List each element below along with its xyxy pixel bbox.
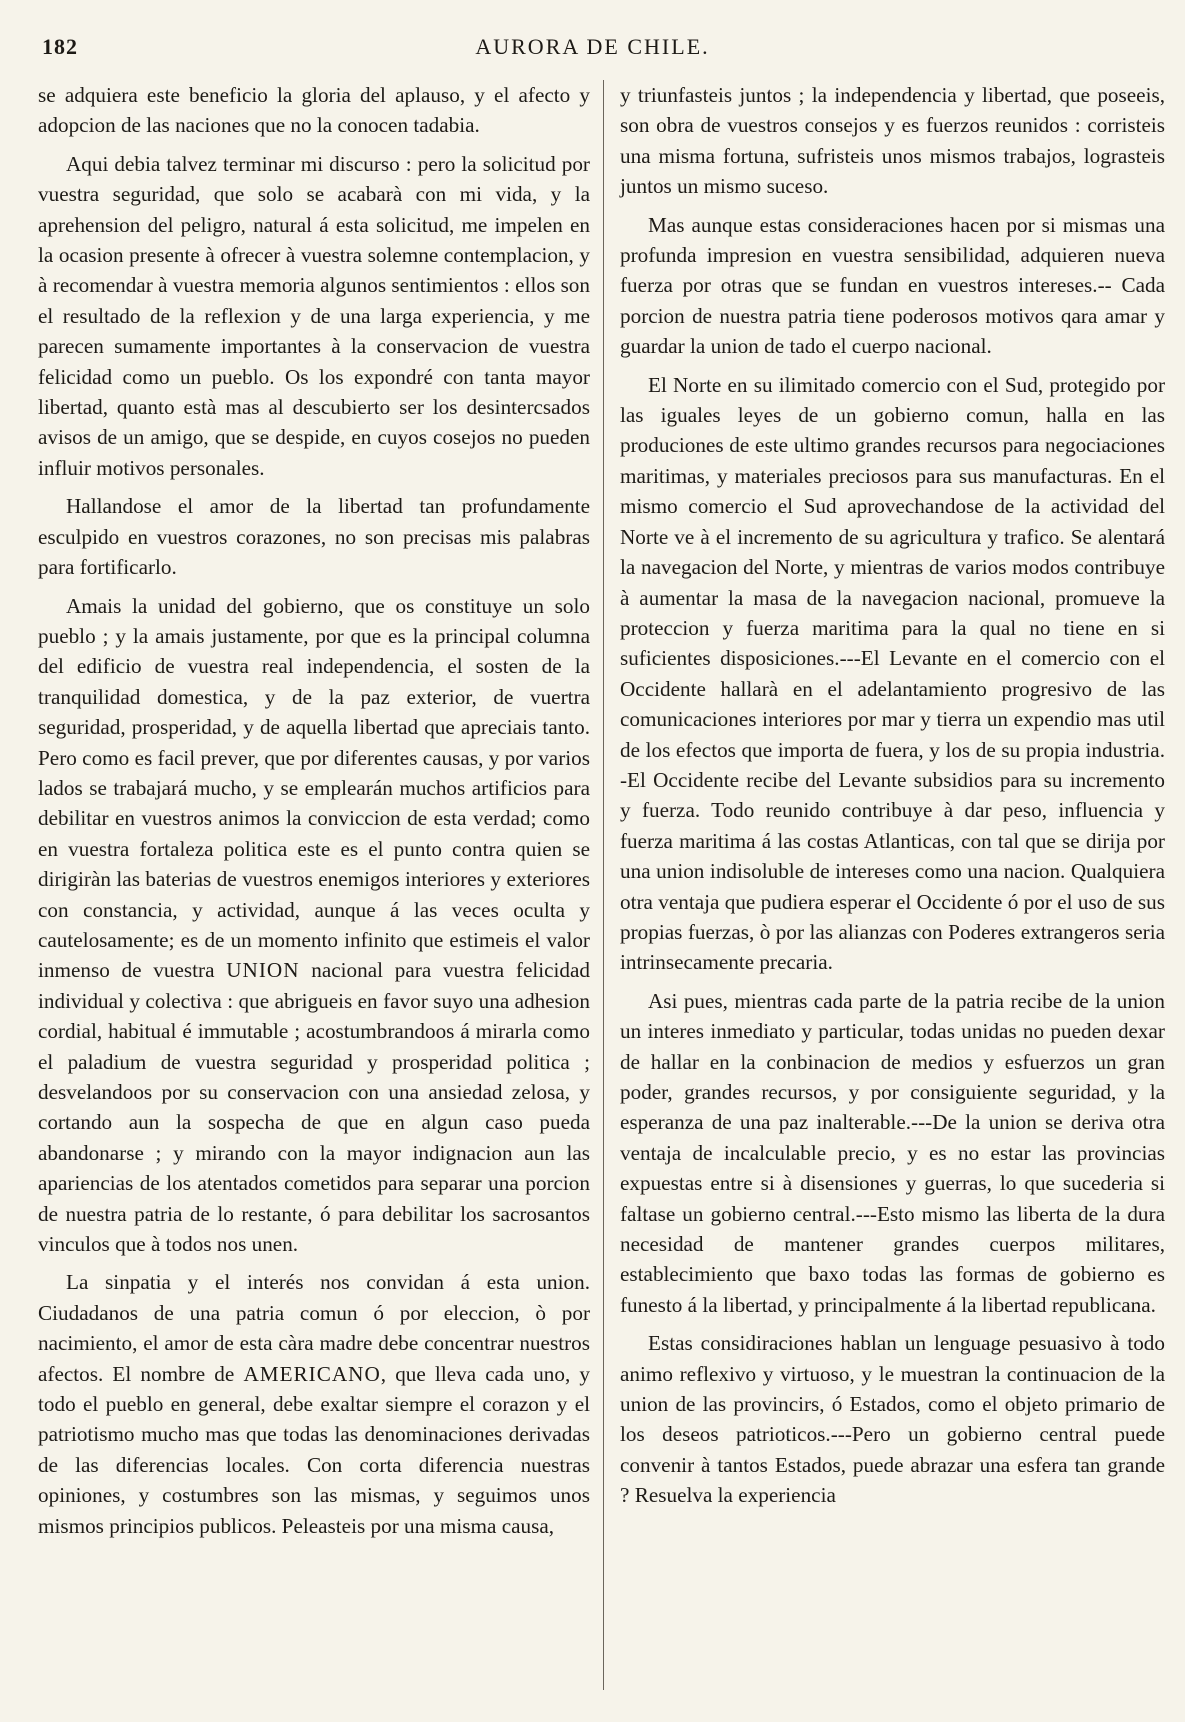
running-head	[38, 34, 1147, 62]
left-column	[38, 80, 590, 1549]
americano-word: AMERICANO	[243, 1361, 381, 1386]
paragraph: Hallandose el amor de la libertad tan profundamente esculpido en vuestros corazones, no son precisas mis palabras para fortificarlo.	[38, 494, 590, 580]
paragraph: Aqui debia talvez terminar mi discurso : pero la solicitud por vuestra seguridad, que solo se acabarà con mi vida, y la aprehension del peligro, natural á esta solicitud, me impelen en la ocasion presente à ofrecer à vuestra solemne contemplacion, y à recomendar à vuestra memoria algunos sentimientos : ellos son el resultado de la reflexion y de una larga experiencia, y me parecen sumamente importantes à la conservacion de vuestra felicidad como un pueblo. Os los expondré con tanta mayor libertad, quanto està mas al descubierto ser los desintercsados avisos de un amigo, que se despide, en cuyos cosejos no pueden influir motivos personales.	[38, 151, 590, 480]
page-number: 182	[42, 34, 78, 59]
paragraph: El Norte en su ilimitado comercio con el Sud, protegido por las iguales leyes de un gobierno comun, halla en las produciones de este ultimo grandes recursos para negociaciones maritimas, y materiales preciosos para sus manufacturas. En el mismo comercio el Sud aprovechandose de la actividad del Norte ve à el incremento de su agricultura y trafico. Se alentará la navegacion del Norte, y mientras de varios modos contribuye à aumentar la masa de la navegacion nacional, promueve la proteccion y fuerza maritima para la qual no tiene en si suficientes disposiciones.---El Levante en el comercio con el Occidente hallarà en el adelantamiento progresivo de las comunicaciones interiores por mar y tierra un expendio mas util de los efectos que importa de fuera, y los de su propia industria. -El Occidente recibe del Levante subsidios para su incremento y fuerza. Todo reunido contribuye à dar peso, influencia y fuerza maritima á las costas Atlanticas, con tal que se dirija por una union indisoluble de intereses como una nacion. Qualquiera otra ventaja que pudiera esperar el Occidente ó por el uso de sus propias fuerzas, ò por las alianzas con Poderes extrangeros seria intrinsecamente precaria.	[620, 372, 1165, 975]
paragraph: Asi pues, mientras cada parte de la patria recibe de la union un interes inmediato y particular, todas unidas no pueden dexar de hallar en la conbinacion de medios y esfuerzos un gran poder, grandes recursos, y por consiguiente seguridad, y la esperanza de una paz inalterable.---De la union se deriva otra ventaja de incalculable precio, y es no estar las provincias expuestas entre si à disensiones y guerras, lo que sucederia si faltase un gobierno central.---Esto mismo las liberta de la dura necesidad de mantener grandes cuerpos militares, establecimiento que baxo todas las formas de gobierno es funesto á la libertad, y principalmente á la libertad republicana.	[620, 988, 1165, 1317]
paragraph: Estas considiraciones hablan un lenguage pesuasivo à todo animo reflexivo y virtuoso, y le muestran la continuacion de la union de las provincirs, ó Estados, como el objeto primario de los deseos patrioticos.---Pero un gobierno central puede convenir à tantos Estados, puede abrazar una esfera tan grande ? Resuelva la experiencia	[620, 1331, 1165, 1508]
paragraph: se adquiera este beneficio la gloria del aplauso, y el afecto y adopcion de las naciones que no la conocen tadabia.	[38, 83, 590, 138]
text-run: Amais la unidad del gobierno, que os constituye un solo pueblo ; y la amais justamente, por que es la principal columna del edificio de vuestra real independencia, el sosten de la tranquilidad domestica, y de la paz exterior, de vuertra seguridad, prosperidad, y de aquella libertad que apreciais tanto. Pero como es facil prever, que por diferentes causas, y por varios lados se trabajará mucho, y se emplearán muchos artificios para debilitar en vuestros animos la conviccion de esta verdad; como en vuestra fortaleza politica este es el punto contra quien se dirigiràn las baterias de vuestros enemigos interiores y exteriores con constancia, y actividad, aunque á las veces oculta y cautelosamente; es de un momento infinito que estimeis el valor inmenso de vuestra	[38, 593, 590, 983]
paragraph	[38, 591, 590, 1260]
paragraph	[38, 1267, 590, 1541]
right-column	[620, 80, 1165, 1519]
text-run: , que lleva cada uno, y todo el pueblo en general, debe exaltar siempre el corazon y el patriotismo mucho mas que todas las denominaciones derivadas de las diferencias locales. Con corta diferencia nuestras opiniones, y costumbres son las mismas, y seguimos unos mismos principios publicos. Peleasteis por una misma causa,	[38, 1361, 591, 1538]
paragraph: y triunfasteis juntos ; la independencia y libertad, que poseeis, son obra de vuestros consejos y es fuerzos reunidos : corristeis una misma fortuna, sufristeis unos mismos trabajos, lograsteis juntos un mismo suceso.	[620, 83, 1165, 199]
paragraph: Mas aunque estas consideraciones hacen por si mismas una profunda impresion en vuestra sensibilidad, adquieren nueva fuerza por otras que se fundan en vuestros intereses.-- Cada porcion de nuestra patria tiene poderosos motivos qara amar y guardar la union de tado el cuerpo nacional.	[620, 212, 1165, 359]
journal-title: AURORA DE CHILE.	[475, 34, 710, 59]
text-run: nacional para vuestra felicidad individual y colectiva : que abrigueis en favor suyo una adhesion cordial, habitual é immutable ; acostumbrandoos á mirarla como el paladium de vuestra seguridad y prosperidad politica ; desvelandoos por su conservacion con una ansiedad zelosa, y cortando aun la sospecha de que en algun caso pueda abandonarse ; y mirando con la mayor indignacion aun las apariencias de los atentados cometidos para separar una porcion de nuestra patria de lo restante, ó para debilitar los sacrosantos vinculos que à todos nos unen.	[38, 958, 591, 1257]
text-run: La sinpatia y el interés nos convidan á esta union. Ciudadanos de una patria comun ó por eleccion, ò por nacimiento, el amor de esta càra madre debe concentrar nuestros afectos. El nombre de	[38, 1270, 590, 1386]
union-word: UNION	[226, 958, 300, 983]
column-divider	[603, 80, 604, 1690]
